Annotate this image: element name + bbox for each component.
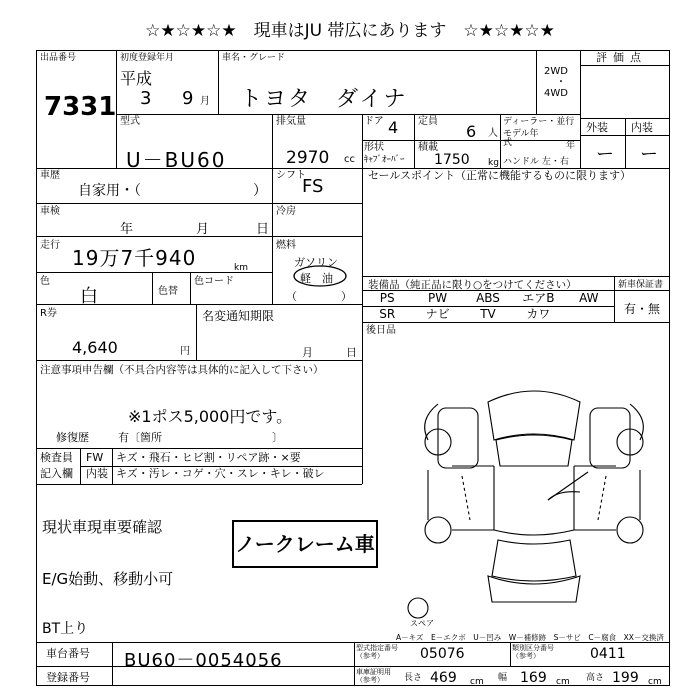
color-code-label: 色コード bbox=[194, 276, 234, 287]
registration-label: 初度登録年月 bbox=[120, 53, 175, 63]
capacity-unit: 人 bbox=[488, 128, 498, 139]
warranty-options: 有・無 bbox=[624, 302, 661, 316]
inspection-day-unit: 日 bbox=[256, 222, 270, 237]
notes-text: ※1ポス5,000円です。 bbox=[128, 407, 293, 426]
shape-value: ｷｬﾌﾞｵｰﾊﾞｰ bbox=[364, 155, 405, 165]
mileage-unit: km bbox=[234, 263, 248, 273]
warranty-label: 新車保証書 bbox=[618, 280, 664, 290]
evaluation-label: 評価点 bbox=[596, 51, 647, 64]
color-label: 色 bbox=[40, 276, 50, 287]
doors-value: 4 bbox=[388, 118, 399, 137]
car-diagram bbox=[398, 380, 670, 630]
shift-value: FS bbox=[302, 176, 324, 197]
handle-label: ハンドル 左・右 bbox=[503, 157, 569, 167]
chassis-label: 車台番号 bbox=[46, 647, 90, 660]
inspector-fw: FW bbox=[86, 451, 104, 464]
repair-label: 修復歴 bbox=[56, 431, 89, 444]
header-title: ☆★☆★☆★ 現車はJU 帯広にあります ☆★☆★☆★ bbox=[145, 21, 555, 41]
model-label: 型式 bbox=[120, 116, 140, 127]
repaint-label: 色替 bbox=[158, 286, 178, 297]
legend-text: A－キズ E－エクボ U－凹み W－補修跡 S－サビ C－腐食 XX－交換済 bbox=[396, 633, 664, 642]
equipment-item: ABS bbox=[476, 291, 500, 305]
name-change-day: 日 bbox=[346, 346, 357, 359]
handwritten-line-3: BT上り bbox=[42, 621, 89, 637]
displacement-label: 排気量 bbox=[276, 116, 306, 127]
length-label: 長さ bbox=[404, 673, 423, 683]
later-items-label: 後日品 bbox=[366, 325, 396, 336]
load-value: 1750 bbox=[434, 152, 470, 168]
fuel-label: 燃料 bbox=[276, 240, 296, 251]
interior-value: ー bbox=[640, 144, 658, 165]
no-claim-stamp-text: ノークレーム車 bbox=[235, 532, 375, 556]
history-label: 車歴 bbox=[40, 170, 60, 181]
shift-label: シフト bbox=[276, 170, 306, 181]
equipment-item: AW bbox=[579, 291, 599, 305]
capacity-label: 定員 bbox=[418, 116, 438, 127]
registration-month: 9 bbox=[182, 88, 194, 109]
mileage-value: 19万7千940 bbox=[72, 246, 197, 270]
interior-label: 内装 bbox=[631, 121, 653, 134]
notes-label: 注意事項申告欄（不具合内容等は具体的に記入して下さい） bbox=[40, 364, 324, 376]
model-year-unit: 年 bbox=[566, 141, 576, 151]
inspector-row1: キズ・飛石・ヒビ割・リペア跡・×要 bbox=[116, 451, 301, 464]
drive-4wd: 4WD bbox=[544, 88, 568, 99]
fuel-other: （ ） bbox=[286, 290, 352, 303]
width-value: 169 bbox=[520, 670, 547, 686]
model-year-label: モデル年式 bbox=[503, 129, 539, 148]
recycle-value: 4,640 bbox=[72, 338, 118, 357]
load-unit: kg bbox=[488, 158, 499, 168]
equipment-item: PW bbox=[428, 291, 448, 305]
lot-number: 7331 bbox=[44, 92, 117, 122]
registration-era: 平成 bbox=[120, 69, 153, 88]
inspector-row2: キズ・汚レ・コゲ・穴・スレ・キレ・破レ bbox=[116, 467, 325, 480]
type-designation-value: 05076 bbox=[420, 646, 465, 662]
name-change-month: 月 bbox=[302, 346, 313, 359]
dealer-label: ディーラー・並行 bbox=[503, 117, 575, 127]
exterior-label: 外装 bbox=[586, 121, 608, 134]
lot-label: 出品番号 bbox=[40, 53, 77, 63]
equipment-item: PS bbox=[379, 291, 395, 305]
handwritten-line-1: 現状車現車要確認 bbox=[42, 518, 163, 536]
vehicle-name-value: トヨタ ダイナ bbox=[240, 87, 408, 112]
sales-point-label: セールスポイント（正常に機能するものに限ります） bbox=[368, 169, 632, 182]
displacement-unit: cc bbox=[344, 154, 355, 165]
equipment-label: 装備品（純正品に限り○をつけてください） bbox=[368, 279, 577, 291]
equipment-item: SR bbox=[379, 307, 396, 321]
shape-label: 形状 bbox=[364, 142, 384, 153]
capacity-value: 6 bbox=[466, 122, 477, 141]
diesel-circle bbox=[290, 262, 350, 288]
load-label: 積載 bbox=[418, 142, 438, 153]
equipment-item: TV bbox=[480, 307, 496, 321]
height-unit: cm bbox=[648, 677, 662, 687]
color-value: 白 bbox=[80, 286, 98, 307]
inspection-label: 車検 bbox=[40, 206, 60, 217]
name-change-label: 名変通知期限 bbox=[202, 309, 275, 323]
history-value: 自家用・（ ） bbox=[78, 183, 267, 199]
aircon-label: 冷房 bbox=[276, 206, 296, 217]
width-unit: cm bbox=[556, 677, 570, 687]
repair-value: 有〔箇所 〕 bbox=[118, 431, 283, 444]
equipment-item: エアB bbox=[522, 291, 555, 305]
fuel-gasoline: ガソリン bbox=[294, 256, 338, 269]
drive-dot: ・ bbox=[556, 77, 566, 88]
height-label: 高さ bbox=[586, 673, 605, 683]
inspector-label-2: 記入欄 bbox=[40, 467, 73, 480]
dimensions-label: 車庫証明用（参考） bbox=[356, 668, 391, 684]
model-value: U－BU60 bbox=[126, 148, 227, 172]
chassis-value: BU60－0054056 bbox=[124, 650, 283, 671]
exterior-value: ー bbox=[596, 144, 614, 165]
registration-month-unit: 月 bbox=[200, 96, 210, 107]
doors-label: ドア bbox=[364, 116, 384, 127]
spare-label: スペア bbox=[410, 619, 434, 628]
width-label: 幅 bbox=[498, 673, 508, 683]
inspection-month-unit: 月 bbox=[196, 222, 210, 237]
category-value: 0411 bbox=[590, 646, 626, 662]
reg-number-label: 登録番号 bbox=[46, 671, 90, 684]
recycle-unit: 円 bbox=[180, 346, 190, 357]
fuel-diesel: 軽 油 bbox=[300, 272, 333, 285]
equipment-item: カワ bbox=[526, 307, 551, 321]
displacement-value: 2970 bbox=[286, 148, 330, 168]
mileage-label: 走行 bbox=[40, 240, 60, 251]
vehicle-name-label: 車名・グレード bbox=[222, 53, 286, 63]
drive-2wd: 2WD bbox=[544, 66, 568, 77]
inspector-interior: 内装 bbox=[86, 467, 108, 480]
inspection-year-unit: 年 bbox=[120, 222, 134, 237]
category-label: 類別区分番号（参考） bbox=[512, 644, 554, 660]
length-unit: cm bbox=[470, 677, 484, 687]
type-designation-label: 型式指定番号（参考） bbox=[356, 644, 398, 660]
length-value: 469 bbox=[430, 670, 457, 686]
inspector-label-1: 検査員 bbox=[40, 451, 73, 464]
recycle-label: R券 bbox=[40, 308, 57, 319]
equipment-item: ナビ bbox=[425, 307, 450, 321]
height-value: 199 bbox=[612, 670, 639, 686]
registration-year: 3 bbox=[140, 88, 152, 109]
handwritten-line-2: E/G始動、移動小可 bbox=[42, 570, 174, 588]
